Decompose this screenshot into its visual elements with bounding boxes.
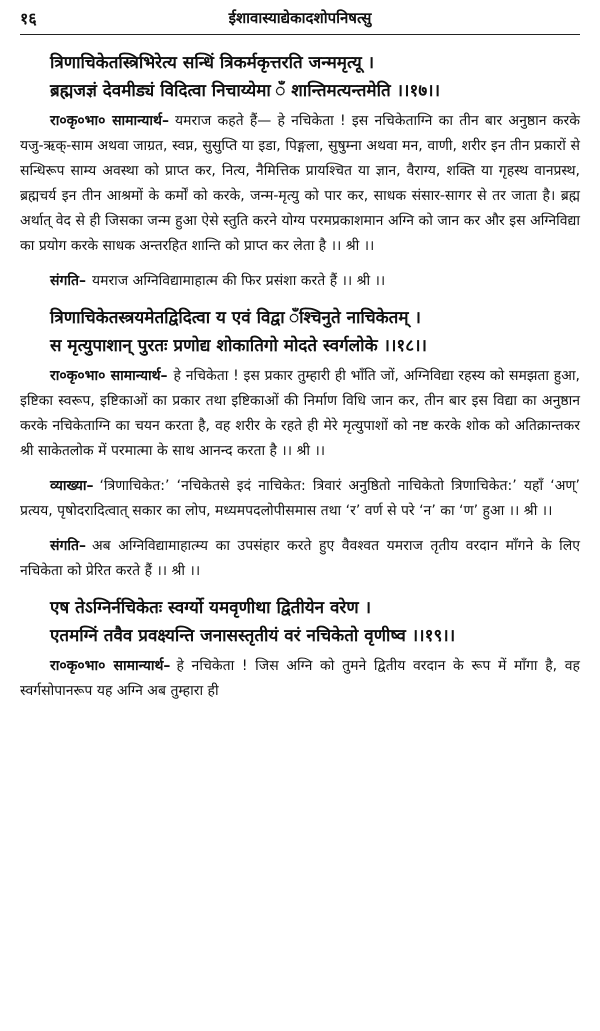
verse-19 (20, 594, 580, 650)
verse-line: त्रिणाचिकेतस्त्रिभिरेत्य सन्धिं त्रिकर्मकृत्तरति जन्ममृत्यू । (50, 53, 375, 73)
vyakhya (20, 474, 580, 524)
paragraph-text: अब अग्निविद्यामाहात्म्य का उपसंहार करते हुए वैवश्वत यमराज तृतीय वरदान माँगने के लिए नचिकेता को प्रेरित करते हैं ।। श्री ।। (20, 538, 580, 579)
verse-line: स मृत्युपाशान् पुरतः प्रणोद्य शोकातिगो मोदते स्वर्गलोके ।।१८।। (50, 336, 427, 356)
paragraph-text: यमराज अग्निविद्यामाहात्म की फिर प्रसंशा करते हैं ।। श्री ।। (91, 273, 386, 289)
section-label: रा०कृ०भा० सामान्यार्थ– (50, 368, 168, 384)
paragraph-text: ‘त्रिणाचिकेत:’ ‘नचिकेतसे इदं नाचिकेत: त्रिवारं अनुष्ठितो नाचिकेतो त्रिणाचिकेत:’ यहाँ ‘अण्’ प्रत्यय, पृषोदरादित्वात् सकार का लोप, मध्यमपदलोपीसमास तथा ‘र’ वर्ण से परे ‘न’ का ‘ण’ हुआ ।। श्री ।। (20, 478, 580, 519)
paragraph-text: हे नचिकेता ! जिस अग्नि को तुमने द्वितीय वरदान के रूप में माँगा है, वह स्वर्गसोपानरूप यह अग्नि अब तुम्हारा ही (20, 658, 580, 699)
verse-line: त्रिणाचिकेतस्त्रयमेतद्विदित्वा य एवं विद्वा ँश्चिनुते नाचिकेतम् । (50, 308, 421, 328)
header-rule (20, 34, 580, 35)
section-label: संगति– (50, 273, 86, 289)
general-meaning-18 (20, 364, 580, 464)
header-title: ईशावास्याद्येकादशोपनिषत्सु (228, 9, 372, 27)
verse-17 (20, 49, 580, 105)
general-meaning-17 (20, 109, 580, 259)
verse-line: एष तेऽग्निर्नचिकेतः स्वर्ग्यो यमवृणीथा द्वितीयेन वरेण । (50, 598, 372, 618)
section-label: रा०कृ०भा० सामान्यार्थ– (50, 658, 171, 674)
paragraph-text: हे नचिकेता ! इस प्रकार तुम्हारी ही भाँति जों, अग्निविद्या रहस्य को समझता हुआ, इष्टिका स्वरूप, इष्टिकाओं का प्रकार तथा इष्टिकाओं की निर्माण विधि जान कर, तीन बार इस विद्या का अनुष्ठान करके नचिकेताग्नि का चयन करता है, वह शरीर के रहते ही मेरे मृत्युपाशों को नष्ट करके शोक को अतिक्रान्तकर श्री साकेतलोक में परमात्मा के साथ आनन्द करता है ।। श्री ।। (20, 368, 580, 459)
verse-line: ब्रह्मजज्ञं देवमीड्यं विदित्वा निचाय्येमा ँ शान्तिमत्यन्तमेति ।।१७।। (50, 81, 441, 101)
page-number: १६ (20, 9, 37, 28)
sangati-2 (20, 534, 580, 584)
verse-18 (20, 304, 580, 360)
section-label: संगति– (50, 538, 86, 554)
running-header (20, 6, 580, 30)
general-meaning-19 (20, 654, 580, 704)
sangati-1 (20, 269, 580, 294)
verse-line: एतमग्निं तवैव प्रवक्ष्यन्ति जनासस्तृतीयं वरं नचिकेतो वृणीष्व ।।१९।। (50, 626, 456, 646)
section-label: व्याख्या– (50, 478, 94, 494)
paragraph-text: यमराज कहते हैं— हे नचिकेता ! इस नचिकेताग्नि का तीन बार अनुष्ठान करके यजु-ऋक्-साम अथवा जाग्रत, स्वप्न, सुसुप्ति या इडा, पिङ्गला, सुषुम्ना अथवा मन, वाणी, शरीर इन तीन प्रकारों से सन्धिरूप साम्य अवस्था को प्राप्त कर, नित्य, नैमित्तिक प्रायश्चित या ज्ञान, वैराग्य, शक्ति या गृहस्थ वानप्रस्थ, ब्रह्मचर्य इन तीन आश्रमों के कर्मों को करके, जन्म-मृत्यु को पार कर, साधक संसार-सागर से तर जाता है। ब्रह्म अर्थात् वेद से ही जिसका जन्म हुआ ऐसे स्तुति करने योग्य परमप्रकाशमान अग्नि को जान कर और इस अग्निविद्या का प्रयोग करके साधक अन्तरहित शान्ति को प्राप्त कर लेता है ।। श्री ।। (20, 113, 580, 254)
section-label: रा०कृ०भा० सामान्यार्थ– (50, 113, 169, 129)
